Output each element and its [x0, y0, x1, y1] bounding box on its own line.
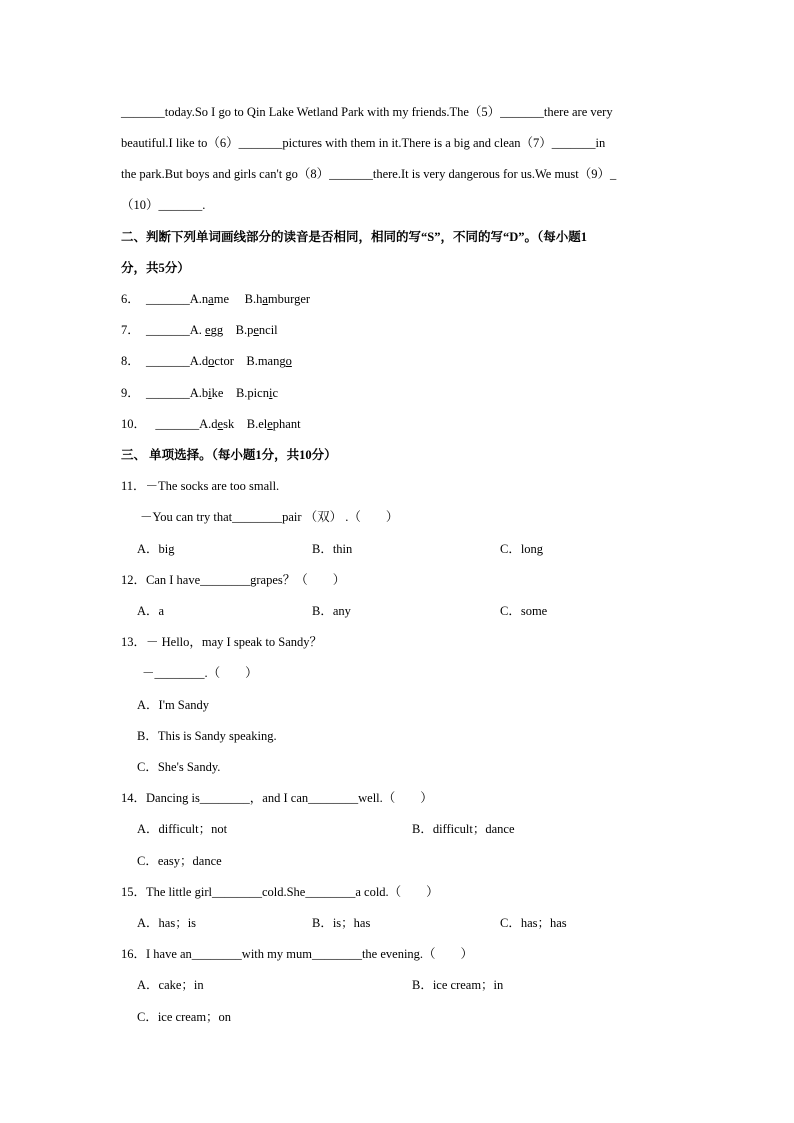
- section2-heading: 二、判断下列单词画线部分的读音是否相同，相同的写“S”，不同的写“D”。（每小题1: [121, 230, 587, 244]
- option-a[interactable]: A．cake；in: [137, 978, 204, 992]
- option-b[interactable]: B．ice cream；in: [412, 978, 504, 992]
- section3-heading: 三、 单项选择。（每小题1分，共10分）: [121, 448, 337, 462]
- question-stem: 16．I have an________with my mum________the evening.（ ）: [121, 947, 474, 961]
- passage-line-1: _______today.So I go to Qin Lake Wetland Park with my friends.The（5）_______there are very: [121, 105, 613, 119]
- answer-blank[interactable]: _______: [146, 386, 190, 400]
- underlined-letter: e: [205, 323, 211, 337]
- question-stem: 15．The little girl________cold.She________a cold.（ ）: [121, 885, 439, 899]
- question-stem: 14．Dancing is________，and I can________well.（ ）: [121, 791, 433, 805]
- underlined-letter: i: [208, 386, 212, 400]
- option-c[interactable]: C．easy；dance: [137, 854, 222, 868]
- pronunciation-item: 7． _______A. egg B.pencil: [121, 323, 278, 337]
- section2-heading-cont: 分，共5分）: [121, 261, 190, 275]
- passage-line-3: the park.But boys and girls can't go（8）_______there.It is very dangerous for us.We must（9）_: [121, 167, 617, 181]
- option-b[interactable]: B．thin: [312, 542, 353, 556]
- underlined-letter: o: [285, 354, 292, 368]
- underlined-letter: i: [268, 386, 273, 400]
- answer-blank[interactable]: _______: [146, 292, 190, 306]
- item-number: 8．: [121, 354, 140, 368]
- item-number: 9．: [121, 386, 140, 400]
- pronunciation-item: 9． _______A.bike B.picnic: [121, 386, 278, 400]
- passage-line-2: beautiful.I like to（6）_______pictures with them in it.There is a big and clean（7）_______in: [121, 136, 606, 150]
- option-b[interactable]: B．any: [312, 604, 351, 618]
- answer-blank[interactable]: _______: [155, 417, 200, 431]
- passage-line-4: （10）_______.: [121, 198, 206, 212]
- option-b[interactable]: B．This is Sandy speaking.: [137, 729, 277, 743]
- option-a[interactable]: A．difficult；not: [137, 822, 228, 836]
- option-c[interactable]: C．ice cream；on: [137, 1010, 232, 1024]
- question-stem-reply: －You can try that________pair （双） .（ ）: [140, 510, 399, 524]
- item-number: 10．: [121, 417, 147, 431]
- option-c[interactable]: C．long: [500, 542, 544, 556]
- pronunciation-item: 8． _______A.doctor B.mango: [121, 354, 292, 368]
- underlined-letter: a: [262, 292, 268, 306]
- question-stem: 11．－The socks are too small.: [121, 479, 280, 493]
- underlined-letter: e: [267, 417, 273, 431]
- answer-blank[interactable]: _______: [146, 354, 190, 368]
- option-c[interactable]: C．some: [500, 604, 548, 618]
- option-b[interactable]: B．difficult；dance: [412, 822, 515, 836]
- option-b[interactable]: B．is；has: [312, 916, 371, 930]
- option-c[interactable]: C．has；has: [500, 916, 567, 930]
- underlined-letter: e: [217, 417, 224, 431]
- pronunciation-item: 6． _______A.name B.hamburger: [121, 292, 311, 306]
- item-number: 7．: [121, 323, 140, 337]
- question-stem-reply: －________.（ ）: [142, 666, 258, 680]
- underlined-letter: e: [253, 323, 259, 337]
- underlined-letter: a: [208, 292, 214, 306]
- question-stem: 12．Can I have________grapes？（ ）: [121, 573, 346, 587]
- option-a[interactable]: A．big: [137, 542, 175, 556]
- option-a[interactable]: A．I'm Sandy: [137, 698, 210, 712]
- answer-blank[interactable]: _______: [146, 323, 190, 337]
- option-a[interactable]: A．has；is: [137, 916, 197, 930]
- option-a[interactable]: A．a: [137, 604, 165, 618]
- underlined-letter: o: [208, 354, 215, 368]
- item-number: 6．: [121, 292, 140, 306]
- pronunciation-item: 10． _______A.desk B.elephant: [121, 417, 301, 431]
- option-c[interactable]: C．She's Sandy.: [137, 760, 221, 774]
- question-stem: 13．－ Hello，may I speak to Sandy？: [121, 635, 323, 649]
